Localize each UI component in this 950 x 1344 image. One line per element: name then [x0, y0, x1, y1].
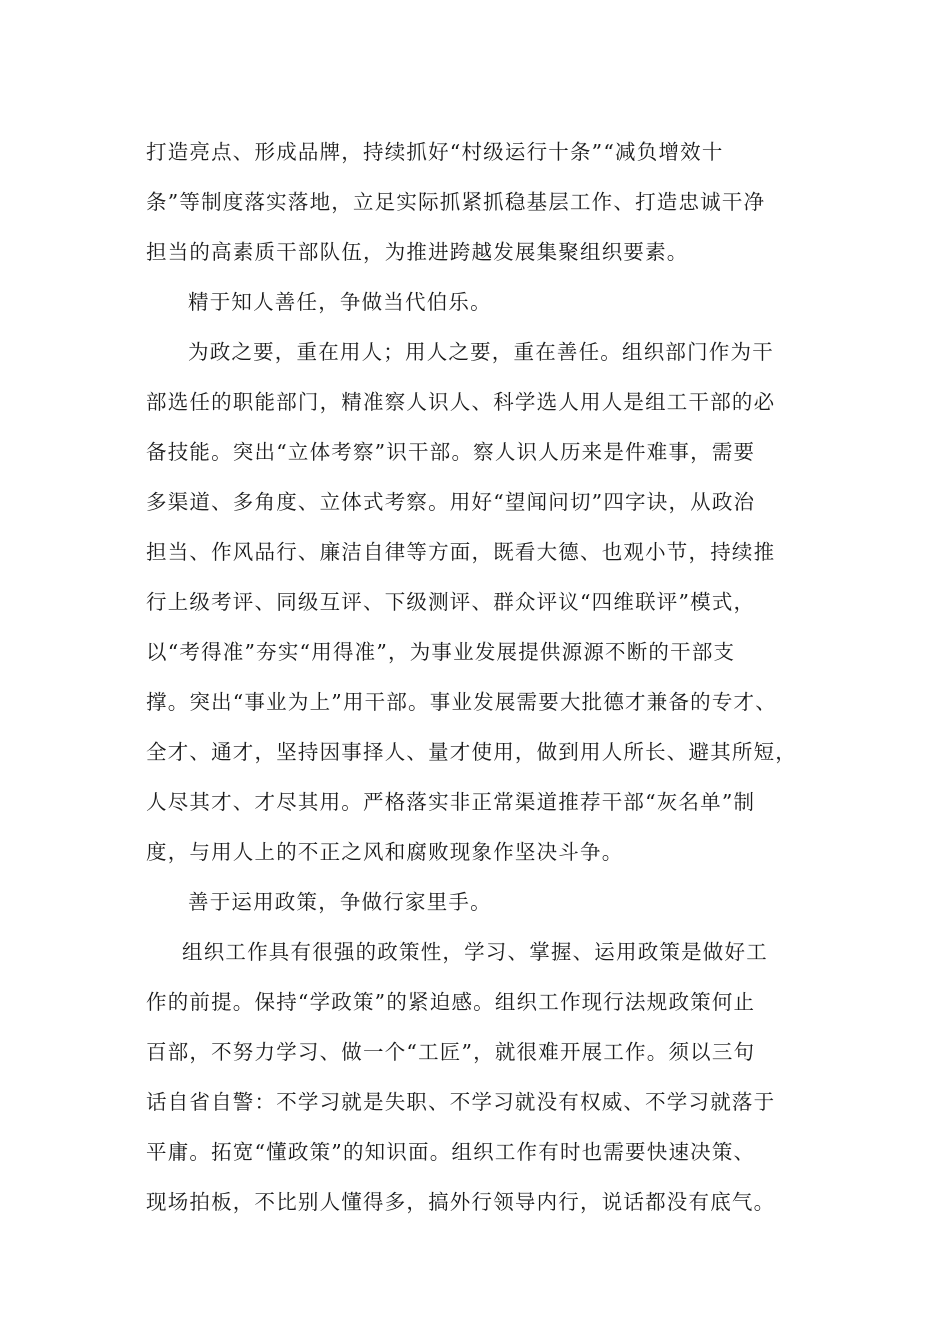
paragraph-line: 为政之要，重在用人；用人之要，重在善任。组织部门作为干	[188, 340, 774, 364]
paragraph-line: 备技能。突出“立体考察”识干部。察人识人历来是件难事，需要	[146, 440, 756, 464]
paragraph-line: 话自省自警：不学习就是失职、不学习就没有权威、不学习就落于	[146, 1090, 776, 1114]
paragraph-line: 百部，不努力学习、做一个“工匠”，就很难开展工作。须以三句	[146, 1040, 756, 1064]
paragraph-line: 撑。突出“事业为上”用干部。事业发展需要大批德才兼备的专才、	[146, 690, 777, 714]
paragraph-line: 条”等制度落实落地，立足实际抓紧抓稳基层工作、打造忠诚干净	[146, 190, 766, 214]
paragraph-line: 平庸。拓宽“懂政策”的知识面。组织工作有时也需要快速决策、	[146, 1140, 756, 1164]
paragraph-line: 以“考得准”夯实“用得准”，为事业发展提供源源不断的干部支	[146, 640, 736, 664]
paragraph-line: 现场拍板，不比别人懂得多，搞外行领导内行，说话都没有底气。	[146, 1190, 776, 1214]
paragraph-line: 打造亮点、形成品牌，持续抓好“村级运行十条”“减负增效十	[146, 140, 724, 164]
paragraph-line: 担当的高素质干部队伍，为推进跨越发展集聚组织要素。	[146, 240, 689, 264]
section-heading: 善于运用政策，争做行家里手。	[188, 890, 492, 914]
paragraph-line: 部选任的职能部门，精准察人识人、科学选人用人是组工干部的必	[146, 390, 776, 414]
paragraph-line: 度，与用人上的不正之风和腐败现象作坚决斗争。	[146, 840, 624, 864]
paragraph-line: 组织工作具有很强的政策性，学习、掌握、运用政策是做好工	[182, 940, 768, 964]
paragraph-line: 多渠道、多角度、立体式考察。用好“望闻问切”四字诀，从政治	[146, 490, 756, 514]
paragraph-line: 行上级考评、同级互评、下级测评、群众评议“四维联评”模式，	[146, 590, 756, 614]
paragraph-line: 作的前提。保持“学政策”的紧迫感。组织工作现行法规政策何止	[146, 990, 756, 1014]
paragraph-line: 全才、通才，坚持因事择人、量才使用，做到用人所长、避其所短，	[146, 740, 797, 764]
paragraph-line: 人尽其才、才尽其用。严格落实非正常渠道推荐干部“灰名单”制	[146, 790, 756, 814]
paragraph-line: 担当、作风品行、廉洁自律等方面，既看大德、也观小节，持续推	[146, 540, 776, 564]
section-heading: 精于知人善任，争做当代伯乐。	[188, 290, 492, 314]
